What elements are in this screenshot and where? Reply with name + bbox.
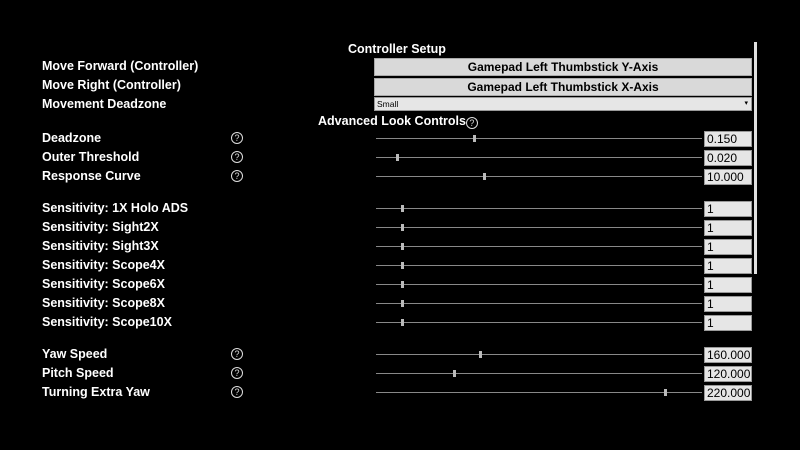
slider-label: Outer Threshold <box>42 150 140 164</box>
slider-label: Sensitivity: Scope6X <box>42 277 165 291</box>
slider-label: Response Curve <box>42 169 141 183</box>
slider-value-input[interactable]: 1 <box>704 315 752 331</box>
slider-label: Deadzone <box>42 131 102 145</box>
help-icon[interactable]: ? <box>231 151 243 163</box>
move-right-label: Move Right (Controller) <box>42 78 181 92</box>
slider-value-input[interactable]: 220.000 <box>704 385 752 401</box>
slider-value-input[interactable]: 10.000 <box>704 169 752 185</box>
help-icon[interactable]: ? <box>231 348 243 360</box>
slider-label: Yaw Speed <box>42 347 108 361</box>
slider-track[interactable] <box>376 284 702 285</box>
slider-track[interactable] <box>376 138 702 139</box>
slider-thumb[interactable] <box>401 300 404 307</box>
slider-track[interactable] <box>376 354 702 355</box>
help-icon[interactable]: ? <box>231 132 243 144</box>
move-right-binding-button[interactable]: Gamepad Left Thumbstick X-Axis <box>374 78 752 96</box>
controller-setup-heading: Controller Setup <box>348 42 446 56</box>
help-icon[interactable]: ? <box>231 367 243 379</box>
slider-track[interactable] <box>376 265 702 266</box>
move-forward-label: Move Forward (Controller) <box>42 59 199 73</box>
slider-value-input[interactable]: 0.150 <box>704 131 752 147</box>
slider-thumb[interactable] <box>401 281 404 288</box>
slider-value-input[interactable]: 160.000 <box>704 347 752 363</box>
slider-label: Sensitivity: Scope4X <box>42 258 165 272</box>
move-forward-binding-button[interactable]: Gamepad Left Thumbstick Y-Axis <box>374 58 752 76</box>
slider-track[interactable] <box>376 227 702 228</box>
slider-thumb[interactable] <box>664 389 667 396</box>
slider-thumb[interactable] <box>401 262 404 269</box>
slider-value-input[interactable]: 1 <box>704 239 752 255</box>
slider-track[interactable] <box>376 246 702 247</box>
slider-track[interactable] <box>376 392 702 393</box>
slider-thumb[interactable] <box>396 154 399 161</box>
slider-label: Turning Extra Yaw <box>42 385 150 399</box>
slider-label: Sensitivity: Scope10X <box>42 315 172 329</box>
slider-track[interactable] <box>376 303 702 304</box>
slider-value-input[interactable]: 120.000 <box>704 366 752 382</box>
scroll-clip <box>0 403 800 450</box>
slider-thumb[interactable] <box>479 351 482 358</box>
slider-label: Sensitivity: Sight3X <box>42 239 159 253</box>
slider-value-input[interactable]: 1 <box>704 296 752 312</box>
movement-deadzone-label: Movement Deadzone <box>42 97 167 111</box>
slider-thumb[interactable] <box>401 319 404 326</box>
slider-label: Pitch Speed <box>42 366 114 380</box>
advanced-look-title: Advanced Look Controls <box>318 114 466 128</box>
slider-value-input[interactable]: 0.020 <box>704 150 752 166</box>
slider-thumb[interactable] <box>453 370 456 377</box>
movement-deadzone-value: Small <box>377 99 399 109</box>
slider-label: Sensitivity: 1X Holo ADS <box>42 201 189 215</box>
slider-label: Sensitivity: Sight2X <box>42 220 159 234</box>
chevron-down-icon: ▾ <box>744 100 748 107</box>
slider-label: Sensitivity: Scope8X <box>42 296 165 310</box>
help-icon[interactable]: ? <box>231 386 243 398</box>
slider-track[interactable] <box>376 322 702 323</box>
slider-value-input[interactable]: 1 <box>704 277 752 293</box>
slider-thumb[interactable] <box>401 205 404 212</box>
slider-value-input[interactable]: 1 <box>704 201 752 217</box>
advanced-look-heading <box>318 114 478 128</box>
slider-value-input[interactable]: 1 <box>704 258 752 274</box>
scrollbar[interactable] <box>754 42 757 274</box>
slider-track[interactable] <box>376 157 702 158</box>
slider-track[interactable] <box>376 373 702 374</box>
slider-track[interactable] <box>376 208 702 209</box>
slider-thumb[interactable] <box>473 135 476 142</box>
slider-thumb[interactable] <box>401 224 404 231</box>
advanced-look-help-icon[interactable]: ? <box>466 117 478 129</box>
slider-thumb[interactable] <box>483 173 486 180</box>
slider-thumb[interactable] <box>401 243 404 250</box>
help-icon[interactable]: ? <box>231 170 243 182</box>
movement-deadzone-select[interactable] <box>374 97 752 111</box>
slider-track[interactable] <box>376 176 702 177</box>
slider-value-input[interactable]: 1 <box>704 220 752 236</box>
